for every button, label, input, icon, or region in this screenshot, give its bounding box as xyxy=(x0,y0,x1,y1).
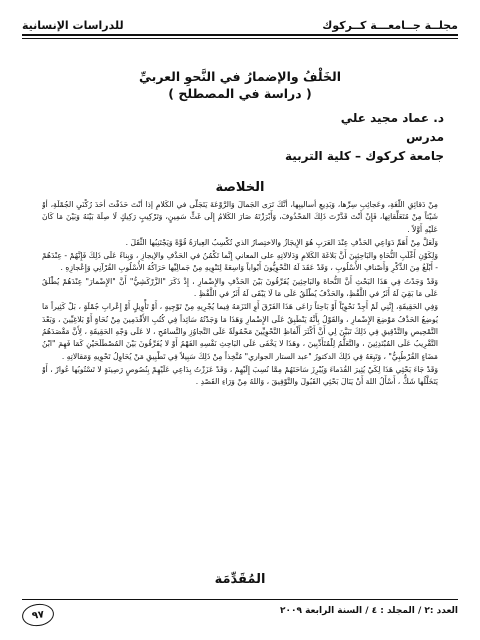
abstract-paragraph: وَفِي الحَقِيقَةِ، إِنَّنِي لَمْ أَجِدْ نَحْوِيّاً أَوْ بَاحِثاً رَاعَى هَذَا الفَرْقَ أَوِ التَزَمَهُ فِيما يُجْرِيهِ مِنْ تَوْجِيهٍ ، أَوْ تَأْوِيلٍ أَوْ إِعْرابِ جُمْلَةٍ ، بَلْ كَثِيراً مَا يُوضِعُ الحَذْفُ مَوْضِعَ الإِضْمارِ ، والقَوْلُ بِأَنَّهُ يَنْطَبِقُ عَلَى الإِضْمارِ وَهَذَا مَا وَجَدْتُهُ سَائِداً فِي كُتُبِ الأَقْدَمِينَ مِنْ نُحَاةٍ أَوْ بَلاغِيِّينَ ، وَبَعْدَ التَّمْحِيصِ والتَّدْقِيقِ فِي ذَلِكَ تَبَيَّنَ لِي أَنَّ أَكْثَرَ أَلْفاظِ النَّحْوِيِّينَ مَحْمُولَةٌ عَلَى التَّجاوُزِ والتَّسامُحِ ، لا عَلَى وَجْهِ الحَقِيقَةِ ، لِأَنَّ مَقْصَدَهُمُ التَّقْرِيبُ عَلَى المُبْتَدِئِينَ ، والتَّعَلُّمُ لِلْمُتَأَدِّبِينَ ، وهَذَا لا يَخْفَى عَلَى البَاحِثِ نَفْسِهِ الفَهْمُ أَوْ لا يُفَرِّقُونَ بَيْنَ المُصْطَلَحَيْنِ كَمَا فَهِمَ "ابْنُ مَضَاءٍ القُرْطُبِيُّ" ، وَتَبِعَهُ فِي ذَلِكَ الدكتورُ "عبد الستار الجواري" مُتَّخِذاً مِنْ ذَلِكَ سَبِيلاً فِي تَطْبِيقِ مَنْ يُحَاوِلُ تَحْوِيهِ وَمَقالاتِهِ . xyxy=(42,302,438,361)
page-number: ٩٧ xyxy=(21,602,56,628)
intro-heading: المُقَدِّمَة xyxy=(214,572,266,587)
author-affiliation: جامعة كركوك – كلية التربية xyxy=(284,149,444,163)
title-sub: ( دراسة في المصطلح ) xyxy=(168,86,312,101)
abstract-paragraph: وَلِكَوْنِ أَغْلَبِ النُّحَاةِ والبَاحِثِينَ أَنَّ بَلاغَةَ الكَلامِ وَدَلالاتِهِ على المعاني إِنَّما تَكْمُنُ في الحَذْفِ والإيجازِ ، وَبِناءً عَلَى ذَلِكَ فَإِنَّهُمْ - عِنْدَهُمْ - أَبْلَغُ مِنَ الذِّكْرِ وَأَصْنافِ الأُسْلُوبِ ، وَقَدْ عَقَدَ لَهُ النَّحْوِيُّونَ أَبْواباً وَاسِعَةً لِتَنْوِيهِ مِنْ جَمالِيِّها حَرَاكُهُ الأُسْلُوبِ القُرْآنِي وَإِعْجازِهِ . xyxy=(42,251,438,273)
journal-subtitle: للدراسات الإنسانية xyxy=(22,19,124,32)
abstract-paragraph: وَلَعَلَّ مِنْ أَهَمِّ دَوَاعِي الحَذْفِ عِنْدَ العَرَبِ هُوَ الإِيجَازُ والاختِصارُ الذي تُكْسِبُ العِبارَةُ قُوَّةً وَيَجْتَنِبُها الثِّقَلَ . xyxy=(125,237,438,247)
abstract-paragraph: وَقَدْ جَاءَ بَحْثِي هَذَا لِكَيْ يُثِيرَ القُدَماءَ وَيُبْرِزَ سَاحَتَهُمْ مِمَّا نُسِبَ إِلَيْهِمْ ، وَقَدْ عَزَزْتُ بِدَاعِي عَلَيْهِمْ بِنُصُوصٍ رَصِينَةٍ لا تَسْتُوبُها عُوارٌ ، أَوْ يَتَخَلَّلُها شَكٌّ ، أَسْأَلُ اللهَ أَنْ يَنَالَ بَحْثِي القَبُولَ والتَّوْفِيقَ ، وَاللهُ مِنْ وَرَاءِ القَصْدِ . xyxy=(42,364,438,387)
abstract-body xyxy=(42,199,438,491)
title-main: الخَلْفُ والإضمارُ في النَّحوِ العربيِّ xyxy=(138,69,341,84)
page-footer xyxy=(22,599,458,626)
abstract-heading: الخلاصة xyxy=(215,180,265,195)
journal-name: مجلــة جــامعـــة كــركوك xyxy=(322,19,458,32)
issue-info: العدد :٢ / المجلد : ٤ / السنة الرابعة ٢٠٠٩ xyxy=(279,606,458,616)
abstract-paragraph: وَقَدْ وَجَدْتُ فِي هَذَا البَحْثِ أَنَّ النُّحاةَ والبَاحِثِينَ يُفَرِّقُونَ بَيْنَ الحَذْفِ والإِضْمارِ ، إِذْ ذَكَرَ "الزَّرْكَشِيُّ" أَنَّ "الإِضْمارَ" عِنْدَهُمْ يُطْلَقُ عَلَى مَا بَقِيَ لَهُ أَثَرٌ في اللَّفْظِ، والحَذْفُ يُطْلَقُ عَلَى مَا لَا يَبْقَى لَهُ أَثَرٌ في اللَّفْظِ . xyxy=(42,276,438,299)
author-block xyxy=(285,110,444,167)
author-name: د. عماد مجيد علي xyxy=(340,111,444,125)
paper-title xyxy=(40,68,440,102)
abstract-paragraph: مِنْ دَقائِقِ اللُّغَةِ، وعَجائِبِ سِرِّها، وَبَدِيعِ أَساليبِها، أَنَّكَ تَرَى الجَمالَ وَالرَّوْعَةَ يَتَجَلَّى في الكَلامِ إذا أَنْتَ حَذَفْتَ أَحَدَ رُكْنَيِ الجُمْلَةِ، أَوْ شَيْئاً مِنْ مُتَعَلِّقاتِها، فَإِنْ أَنْتَ قَدَّرْتَ ذَلِكَ المَحْذُوفَ، وَأَبْرَزْتَهُ صَارَ الكَلامُ إِلَى غَثٍّ سَمِينٍ، وَتَرْكِيبٍ رَكِيكٍ لَا صِلَةَ بَيْنَهُ وَبَيْنَ مَا كَانَ عَلَيْهِ أَوَّلاً . xyxy=(42,200,438,234)
journal-header xyxy=(22,10,458,36)
author-rank: مدرس xyxy=(406,130,444,144)
